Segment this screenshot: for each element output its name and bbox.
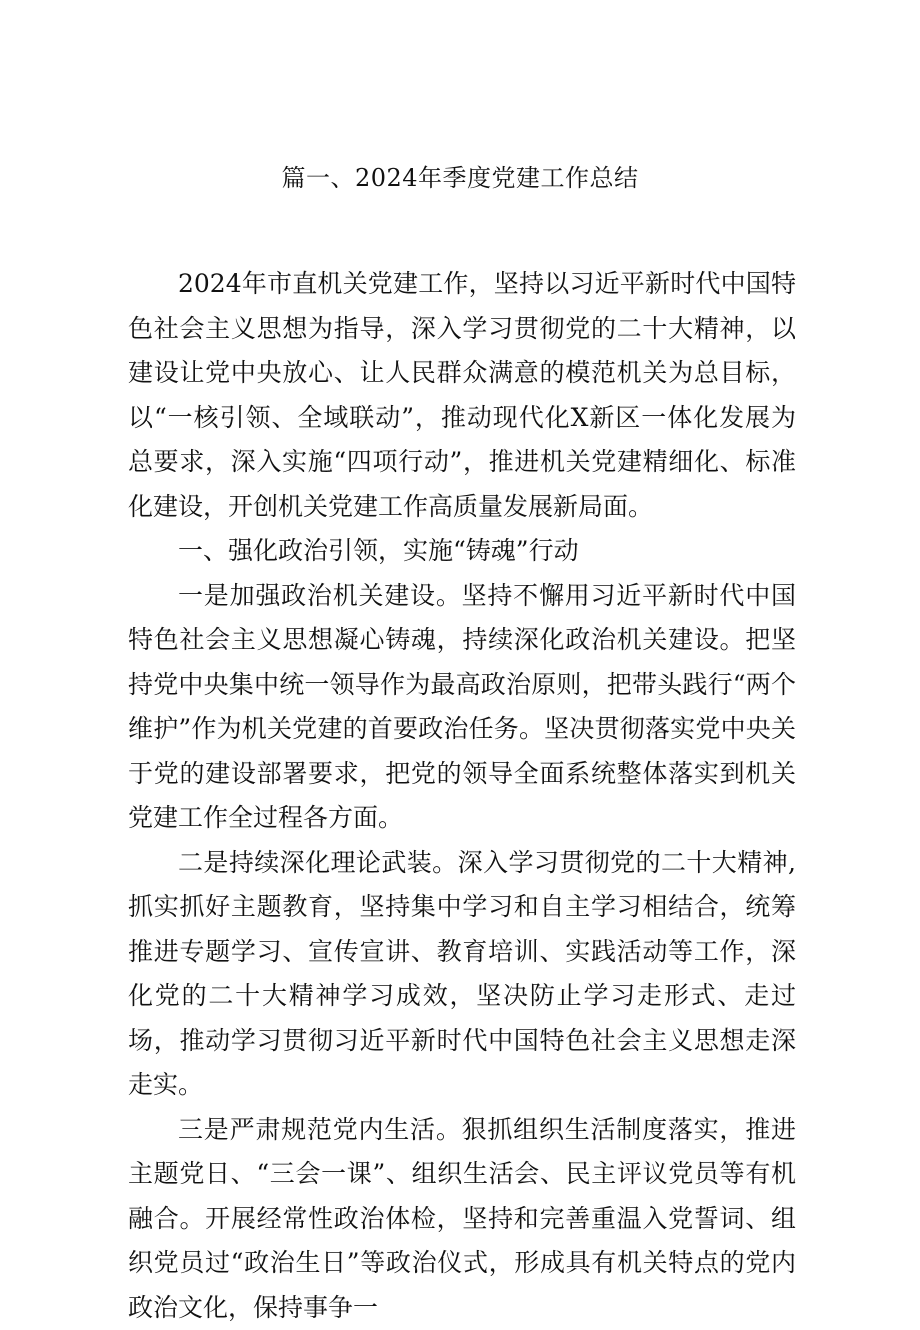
document-title: 篇一、2024年季度党建工作总结 xyxy=(0,158,920,198)
paragraph-theory: 二是持续深化理论武装。深入学习贯彻党的二十大精神,抓实抓好主题教育，坚持集中学习和自主学习相结合，统筹推进专题学习、宣传宣讲、教育培训、实践活动等工作，深化党的二十大精神学习成效，坚决防止学习走形式、走过场，推动学习贯彻习近平新时代中国特色社会主义思想走深走实。 xyxy=(128,841,796,1108)
paragraph-party-life: 三是严肃规范党内生活。狠抓组织生活制度落实，推进主题党日、“三会一课”、组织生活会、民主评议党员等有机融合。开展经常性政治体检，坚持和完善重温入党誓词、组织党员过“政治生日”等政治仪式，形成具有机关特点的党内政治文化，保持事争一 xyxy=(128,1108,796,1330)
document-body xyxy=(128,262,796,1330)
intro-paragraph: 2024年市直机关党建工作，坚持以习近平新时代中国特色社会主义思想为指导，深入学习贯彻党的二十大精神，以建设让党中央放心、让人民群众满意的模范机关为总目标，以“一核引领、全域联动”，推动现代化X新区一体化发展为总要求，深入实施“四项行动”，推进机关党建精细化、标准化建设，开创机关党建工作高质量发展新局面。 xyxy=(128,262,796,529)
section-heading-1: 一、强化政治引领，实施“铸魂”行动 xyxy=(128,529,796,574)
paragraph-political-organ: 一是加强政治机关建设。坚持不懈用习近平新时代中国特色社会主义思想凝心铸魂，持续深化政治机关建设。把坚持党中央集中统一领导作为最高政治原则，把带头践行“两个维护”作为机关党建的首要政治任务。坚决贯彻落实党中央关于党的建设部署要求，把党的领导全面系统整体落实到机关党建工作全过程各方面。 xyxy=(128,574,796,841)
